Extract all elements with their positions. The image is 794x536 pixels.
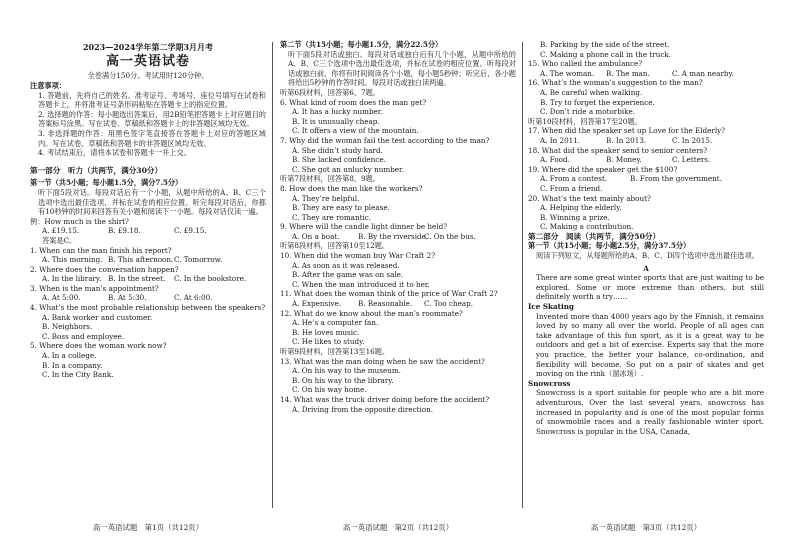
question: 1. When can the man finish his report? bbox=[30, 245, 172, 255]
question: 12. What do we know about the man’s roommate? bbox=[280, 308, 463, 318]
option: B. Parking by the side of the street. bbox=[540, 40, 670, 49]
question: 17. When did the speaker set up Love for the Elderly? bbox=[528, 126, 726, 136]
note-item: 4. 考试结束后，请将本试卷和答题卡一并上交。 bbox=[38, 148, 191, 158]
page-column-1 bbox=[30, 0, 266, 536]
option: C. He likes to study. bbox=[292, 337, 365, 347]
option: C. A man nearby. bbox=[672, 68, 734, 78]
passage-paragraph: Snowcross is a sport suitable for people who are a bit more adventurous. Over the last several years, snowcross has increased in popularity and is one of the most popular forms of snowmobile races and a really fashionable winter sport. Snowcross is popular in the USA, Canada, bbox=[536, 388, 764, 436]
question-options bbox=[528, 69, 764, 79]
question: 20. What’s the text mainly about? bbox=[528, 193, 651, 203]
option: B. He loves music. bbox=[292, 327, 360, 337]
example-answer: 答案是C。 bbox=[42, 235, 77, 245]
note-item: 2. 选择题的作答：每小题选出答案后，用2B铅笔把答题卡上对应题目的答案标号涂黑。写在试卷、草稿纸和答题卡上的非答题区域均无效。 bbox=[38, 109, 266, 129]
option: C. At 6:00. bbox=[174, 293, 213, 303]
question-options bbox=[30, 274, 266, 284]
section-reading-title: 第一节（共15小题；每小题2.5分，满分37.5分） bbox=[528, 241, 691, 251]
option: B. In a company. bbox=[42, 360, 103, 370]
question: 7. Why did the woman fail the test according to the man? bbox=[280, 135, 490, 145]
option: C. Too cheap. bbox=[424, 299, 474, 309]
option: C. Boss and employee. bbox=[42, 331, 125, 341]
section2-intro: 听下面5段对话或独白。每段对话或独白后有几个小题，从题中所给的A、B、C三个选项中选出最佳选项，并标在试卷的相应位置。听每段对话或独白前，你将有时间阅读各个小题，每小题5秒钟；听完后，各小题将给出5秒钟的作答时间。每段对话或独白读两遍。 bbox=[288, 49, 516, 88]
question-options bbox=[30, 255, 266, 265]
exam-header: 2023—2024学年第二学期3月月考 bbox=[82, 42, 214, 52]
option: A. Expensive. bbox=[292, 299, 342, 309]
option: C. £9.15. bbox=[174, 226, 207, 236]
example-question: 例：How much is the shirt? bbox=[30, 216, 129, 226]
option: A. In a college. bbox=[42, 351, 97, 361]
exam-info: 全卷满分150分。考试用时120分钟。 bbox=[87, 71, 209, 80]
option: A. The woman. bbox=[540, 68, 595, 78]
question: 10. When did the woman buy War Craft 2? bbox=[280, 251, 436, 261]
column-divider bbox=[272, 42, 273, 508]
option: A. As soon as it was released. bbox=[292, 260, 400, 270]
option: B. Money. bbox=[606, 155, 642, 165]
reading-intro: 阅读下列短文，从每题所给的A、B、C、D四个选项中选出最佳选项。 bbox=[536, 251, 759, 261]
option: C. On his way home. bbox=[292, 385, 367, 395]
option: B. From the government. bbox=[630, 174, 722, 184]
option: B. On his way to the library. bbox=[292, 375, 394, 385]
option: B. Reasonable. bbox=[358, 299, 413, 309]
question: 11. What does the woman think of the price of War Craft 2? bbox=[280, 289, 498, 299]
option: A. Helping the elderly. bbox=[540, 203, 622, 213]
page-footer: 高一英语试题 第2页（共12页） bbox=[342, 523, 454, 532]
question: 6. What kind of room does the man get? bbox=[280, 97, 427, 107]
passage-paragraph: Invented more than 4000 years ago by the Finnish, it remains loved by so many all over the world. People of all ages can take advantage of this fun sport, as it is a great way to be outdoors and get a bit of exercise. Experts say that the more you practice, the better your balance, co-ordination, and flexibility will become. So put on a pair of skates and get moving on the rink（溜冰场）. bbox=[536, 311, 764, 379]
question: 19. Where did the speaker get the $100? bbox=[528, 164, 678, 174]
option: B. At 5:30. bbox=[108, 293, 147, 303]
exam-title: 高一英语试卷 bbox=[105, 54, 190, 69]
option: C. In the City Bank. bbox=[42, 370, 114, 380]
page-footer: 高一英语试题 第3页（共12页） bbox=[590, 523, 702, 532]
option: B. It is unusually cheap. bbox=[292, 116, 380, 126]
option: B. She lacked confidence. bbox=[292, 155, 386, 165]
option: C. When the man introduced it to her. bbox=[292, 279, 430, 289]
passage-subtitle: Snowcross bbox=[528, 378, 571, 388]
option: C. Making a contribution. bbox=[540, 222, 634, 232]
option: A. Bank worker and customer. bbox=[42, 312, 153, 322]
option: A. This morning. bbox=[42, 255, 103, 265]
option: B. They are easy to please. bbox=[292, 203, 390, 213]
question: 8. How does the man like the workers? bbox=[280, 183, 423, 193]
option: A. £19.15. bbox=[42, 226, 80, 236]
option: B. In 2013. bbox=[606, 135, 647, 145]
material-label: 听第6段材料，回答第6、7题。 bbox=[280, 87, 380, 97]
passage-subtitle: Ice Skating bbox=[528, 302, 574, 312]
option: A. He’s a computer fan. bbox=[292, 318, 379, 328]
question: 2. Where does the conversation happen? bbox=[30, 264, 179, 274]
option: C. On the bus. bbox=[424, 231, 476, 241]
question: 15. Who called the ambulance? bbox=[528, 59, 643, 69]
question-options bbox=[528, 174, 764, 184]
option: A. In 2011. bbox=[540, 135, 581, 145]
option: B. This afternoon. bbox=[108, 255, 174, 265]
question: 9. Where will the candle light dinner be held? bbox=[280, 222, 448, 232]
option: B. The man. bbox=[606, 68, 650, 78]
column-divider bbox=[522, 42, 523, 508]
option: B. In the street. bbox=[108, 274, 166, 284]
option: A. They’re helpful. bbox=[292, 193, 360, 203]
option: C. They are romantic. bbox=[292, 212, 372, 222]
option: C. She got an unlucky number. bbox=[292, 164, 404, 174]
question-options bbox=[528, 136, 764, 146]
question: 4. What’s the most probable relationship between the speakers? bbox=[30, 303, 266, 313]
passage-label: A bbox=[643, 263, 649, 273]
question-options bbox=[30, 293, 266, 303]
material-label: 听第7段材料，回答第8、9题。 bbox=[280, 174, 380, 184]
page-column-2 bbox=[280, 0, 516, 536]
page-footer: 高一英语试题 第1页（共12页） bbox=[92, 523, 204, 532]
option: A. At 5:00. bbox=[42, 293, 81, 303]
example-options bbox=[30, 226, 266, 236]
question: 3. When is the man’s appointment? bbox=[30, 283, 159, 293]
material-label: 听第10段材料，回答第17至20题。 bbox=[528, 116, 642, 126]
option: C. It offers a view of the mountain. bbox=[292, 126, 419, 136]
material-label: 听第9段材料，回答第13至16题。 bbox=[280, 347, 390, 356]
question: 18. What did the speaker send to senior centers? bbox=[528, 145, 708, 155]
question: 13. What was the man doing when he saw the accident? bbox=[280, 356, 485, 366]
option: A. Driving from the opposite direction. bbox=[292, 404, 434, 414]
note-item: 3. 非选择题的作答：用黑色签字笔直接答在答题卡上对应的答题区域内。写在试卷、草稿纸和答题卡的非答题区域均无效。 bbox=[38, 128, 266, 148]
option: A. On his way to the museum. bbox=[292, 366, 401, 376]
option: C. Don’t ride a motorbike. bbox=[540, 107, 636, 117]
option: B. Try to forget the experience. bbox=[540, 97, 655, 107]
question: 16. What’s the woman’s suggestion to the man? bbox=[528, 78, 703, 88]
section2-title: 第二节（共15小题；每小题1.5分，满分22.5分） bbox=[280, 40, 443, 49]
option: C. From a friend. bbox=[540, 183, 603, 193]
notes-title: 注意事项： bbox=[30, 81, 66, 90]
option: B. Winning a prize. bbox=[540, 212, 610, 222]
option: A. On a boat. bbox=[292, 231, 340, 241]
option: A. She didn’t study hard. bbox=[292, 145, 383, 155]
option: C. In the bookstore. bbox=[174, 274, 247, 284]
option: C. Letters. bbox=[672, 155, 711, 165]
part1-title: 第一部分 听力（共两节，满分30分） bbox=[30, 165, 163, 175]
option: A. Be careful when walking. bbox=[540, 87, 643, 97]
material-label: 听第8段材料，回答第10至12题。 bbox=[280, 241, 390, 251]
question-options bbox=[280, 299, 516, 309]
question-options bbox=[280, 232, 516, 242]
note-item: 1. 答题前，先将自己的姓名、准考证号、考场号、座位号填写在试卷和答题卡上，并将准考证号条形码粘贴在答题卡上的指定位置。 bbox=[38, 90, 266, 110]
question: 14. What was the truck driver doing before the accident? bbox=[280, 394, 490, 404]
page-column-3 bbox=[528, 0, 764, 536]
question-options bbox=[528, 155, 764, 165]
option: B. By the riverside. bbox=[358, 231, 429, 241]
passage-paragraph: There are some great winter sports that are just waiting to be explored. Some or more extreme than others, but still definitely worth a try…… bbox=[536, 273, 764, 302]
option: B. Neighbors. bbox=[42, 322, 93, 332]
option: A. Food. bbox=[540, 155, 570, 165]
option: B. £9.18. bbox=[108, 226, 141, 236]
part2-title: 第二部分 阅读（共两节，满分50分） bbox=[528, 231, 661, 241]
option: C. In 2015. bbox=[672, 135, 713, 145]
option: B. After the game was on sale. bbox=[292, 270, 404, 280]
option: A. From a contest. bbox=[540, 174, 608, 184]
section1-title: 第一节（共5小题；每小题1.5分，满分7.5分） bbox=[30, 178, 183, 188]
option: C. Making a phone call in the truck. bbox=[540, 49, 671, 59]
option: A. It has a lucky number. bbox=[292, 107, 383, 117]
section1-intro: 听下面5段对话。每段对话后有一个小题，从题中所给的A、B、C三个选项中选出最佳选项，并标在试卷的相应位置。听完每段对话后，你都有10秒钟的时间来回答有关小题和阅读下一小题。每段对话仅读一遍。 bbox=[38, 187, 266, 217]
option: C. Tomorrow. bbox=[174, 255, 223, 265]
question: 5. Where does the woman work now? bbox=[30, 341, 167, 351]
option: A. In the library. bbox=[42, 274, 102, 284]
